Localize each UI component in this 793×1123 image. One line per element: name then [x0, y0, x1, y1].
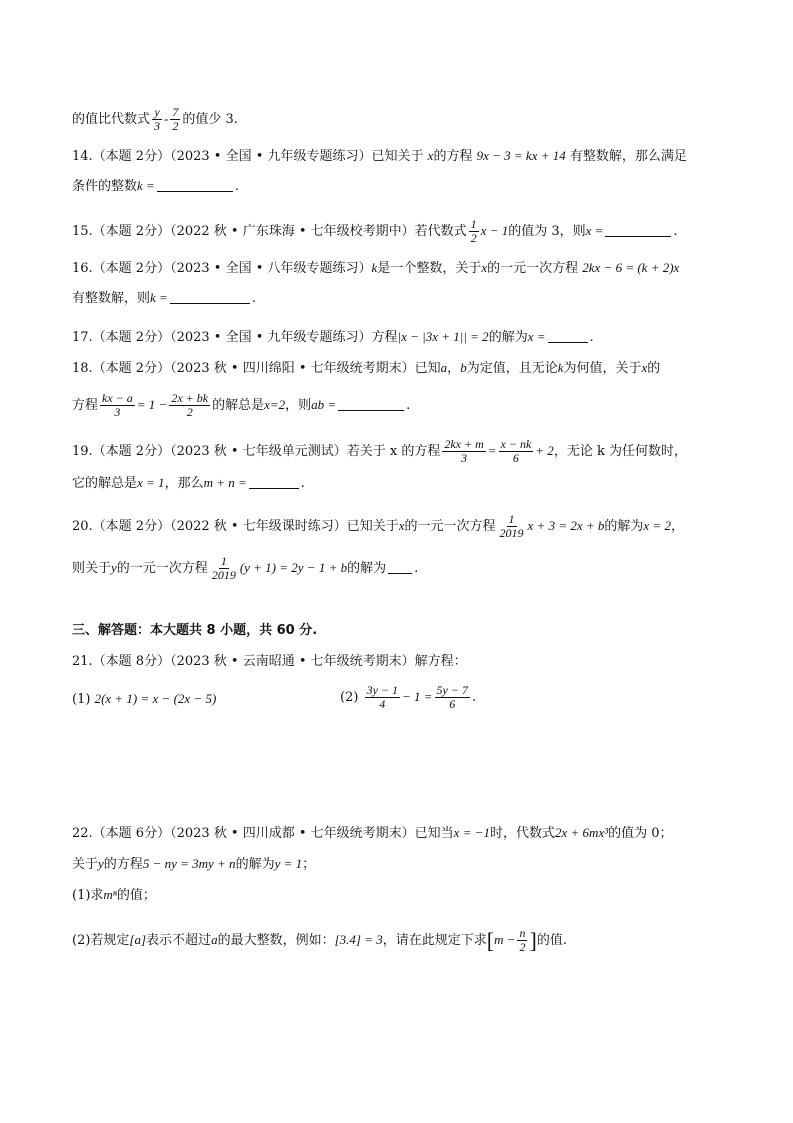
- fraction: $\frac{1}{2019}$: [499, 512, 524, 540]
- left-bracket: [: [486, 927, 495, 953]
- equation: |x − |3x + 1|| = 2: [397, 329, 489, 344]
- fraction: $\frac{7}{2}$: [172, 105, 179, 133]
- fraction: $\frac{kx - a}{3}$: [102, 391, 133, 419]
- equation: 9x − 3 = kx + 14: [476, 148, 566, 163]
- question-19-line2: 它的解总是x = 1，那么m + n = .: [72, 475, 305, 491]
- answer-blank: [249, 475, 299, 489]
- answer-blank: [338, 397, 404, 411]
- question-16: 16.（本题 2分）（2023 • 全国 • 八年级专题练习）k是一个整数，关于x的一元一次方程 2kx − 6 = (k + 2)x: [72, 260, 680, 276]
- question-21: 21.（本题 8分）（2023 秋 • 云南昭通 • 七年级统考期末）解方程：: [72, 654, 467, 669]
- fraction: $\frac{3y - 1}{4}$: [366, 683, 398, 711]
- fraction: $\frac{2x + bk}{2}$: [171, 391, 209, 419]
- question-20-line2: 则关于y的一元一次方程 $\frac{1}{2019}$ (y + 1) = 2y − 1 + b的解为 .: [72, 554, 419, 582]
- equation: 2(x + 1) = x − (2x − 5): [94, 691, 217, 706]
- question-18: 18.（本题 2分）（2023 秋 • 四川绵阳 • 七年级统考期末）已知a，b为定值，且无论k为何值，关于x的: [72, 360, 661, 376]
- answer-blank: [548, 329, 588, 343]
- fraction: $\frac{1}{2}$: [470, 217, 477, 245]
- question-22-part2: (2)若规定[a]表示不超过a的最大整数，例如：[3.4] = 3，请在此规定下求[m − $\frac{n}{2}$ ]的值.: [72, 926, 567, 954]
- question-22-part1: (1)求mⁿ的值；: [72, 887, 156, 903]
- answer-blank: [157, 178, 233, 192]
- question-16-line2: 有整数解，则k = .: [72, 290, 256, 306]
- fraction: $\frac{y}{3}$: [154, 105, 161, 133]
- question-17: 17.（本题 2分）（2023 • 全国 • 九年级专题练习）方程|x − |3x + 1|| = 2的解为x = .: [72, 329, 594, 345]
- fraction: $\frac{1}{2019}$: [211, 554, 236, 582]
- text: 的值比代数式: [72, 112, 151, 127]
- answer-blank: [605, 223, 671, 237]
- question-22: 22.（本题 6分）（2023 秋 • 四川成都 • 七年级统考期末）已知当x = −1时，代数式2x + 6mx³的值为 0；: [72, 825, 673, 841]
- fraction: $\frac{2kx + m}{3}$: [444, 437, 484, 465]
- answer-blank: [388, 560, 412, 574]
- fraction: $\frac{x - nk}{6}$: [500, 437, 532, 465]
- fraction: $\frac{5y - 7}{6}$: [436, 683, 468, 711]
- section-heading: 三、解答题：本大题共 8 小题，共 60 分.: [72, 623, 318, 638]
- question-14: 14.（本题 2分）（2023 • 全国 • 九年级专题练习）已知关于 x的方程 9x − 3 = kx + 14 有整数解，那么满足: [72, 148, 687, 164]
- question-14-line2: 条件的整数k = .: [72, 178, 239, 194]
- fraction: $\frac{n}{2}$: [519, 926, 526, 954]
- question-20: 20.（本题 2分）（2022 秋 • 七年级课时练习）已知关于x的一元一次方程 $\frac{1}{2019}$ x + 3 = 2x + b的解为x = 2，: [72, 512, 684, 540]
- answer-blank: [170, 290, 250, 304]
- question-18-line2: 方程 $\frac{kx - a}{3}$ = 1 − $\frac{2x + bk}{2}$ 的解总是x=2，则ab = .: [72, 391, 411, 419]
- question-19: 19.（本题 2分）（2023 秋 • 七年级单元测试）若关于 x 的方程 $\frac{2kx + m}{3}$ = $\frac{x - nk}{6}$ + 2，无论 k 为任何数时，: [72, 437, 687, 465]
- right-bracket: ]: [529, 927, 537, 953]
- text: 的值少 3.: [182, 112, 238, 127]
- equation: 2kx − 6 = (k + 2)x: [582, 260, 680, 275]
- question-21-part1: (1) 2(x + 1) = x − (2x − 5): [72, 691, 217, 707]
- q13-continuation: 的值比代数式 $\frac{y}{3}$ - $\frac{7}{2}$ 的值少 3.: [72, 105, 238, 133]
- question-15: 15.（本题 2分）（2022 秋 • 广东珠海 • 七年级校考期中）若代数式 $\frac{1}{2}$ x − 1的值为 3，则x = .: [72, 217, 678, 245]
- question-22-line2: 关于y的方程5 − ny = 3my + n的解为y = 1；: [72, 856, 316, 872]
- question-21-part2: (2) $\frac{3y - 1}{4}$ − 1 = $\frac{5y - 7}{6}$ .: [340, 683, 477, 711]
